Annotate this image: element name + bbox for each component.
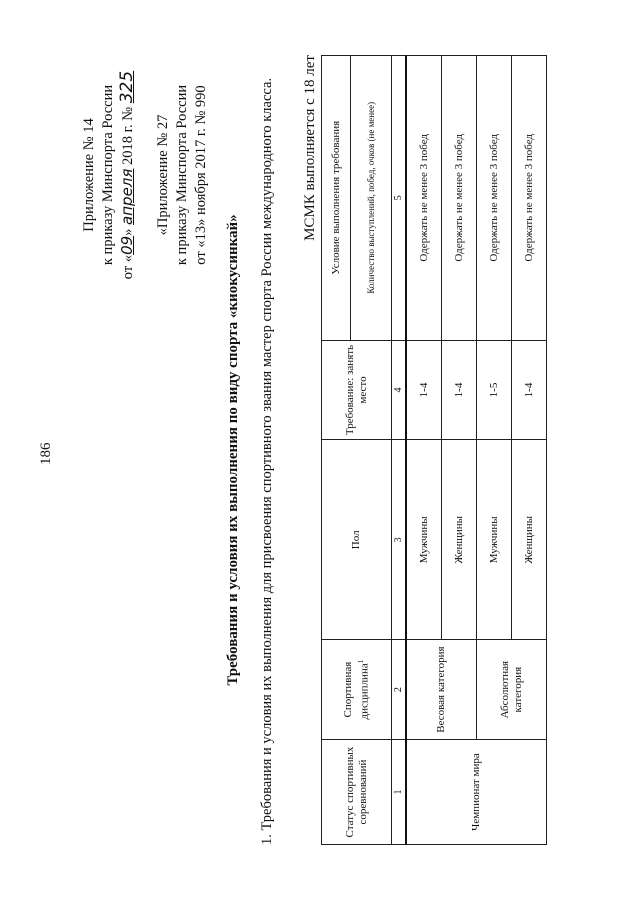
- old-appendix-order: к приказу Минспорта России: [174, 84, 190, 266]
- place-cell: 1-4: [512, 340, 547, 440]
- document-title: Требования и условия их выполнения по виду спорта «киокусинкай»: [225, 214, 241, 686]
- sex-cell: Женщины: [442, 440, 477, 640]
- handwritten-number: 325: [117, 70, 137, 104]
- place-cell: 1-5: [477, 340, 512, 440]
- appendix-date: от «09» апреля 2018 г. № 325: [117, 70, 137, 280]
- intro-paragraph: 1. Требования и условия их выполнения для присвоения спортивного звания мастер спорта России международного класса.: [259, 77, 275, 845]
- condition-cell: Одержать не менее 3 побед: [512, 56, 547, 341]
- condition-cell: Одержать не менее 3 побед: [442, 56, 477, 341]
- place-cell: 1-4: [406, 340, 442, 440]
- discipline-cell: Весовая категория: [406, 640, 477, 740]
- competition-status: Чемпионат мира: [406, 740, 547, 845]
- appendix-block: [80, 10, 211, 340]
- old-appendix-title: «Приложение № 27: [155, 114, 171, 236]
- column-number: 4: [392, 340, 407, 440]
- sex-cell: Женщины: [512, 440, 547, 640]
- table-row: [477, 56, 512, 845]
- handwritten-month: апреля: [118, 168, 136, 225]
- sex-cell: Мужчины: [406, 440, 442, 640]
- column-numbers-row: [392, 56, 407, 845]
- old-appendix-date: от «13» ноября 2017 г. № 990: [193, 85, 209, 265]
- header-place: Требование: занять место: [322, 340, 392, 440]
- page-number: 186: [38, 442, 54, 465]
- discipline-cell: Абсолютная категория: [477, 640, 547, 740]
- condition-cell: Одержать не менее 3 побед: [406, 56, 442, 341]
- header-condition-sub: Количество выступлений, побед, очков (не менее): [351, 56, 392, 341]
- appendix-order: к приказу Минспорта России: [100, 84, 116, 266]
- column-number: 3: [392, 440, 407, 640]
- column-number: 2: [392, 640, 407, 740]
- column-number: 5: [392, 56, 407, 341]
- appendix-title: Приложение № 14: [81, 118, 97, 232]
- header-status: Статус спортивных соревнований: [322, 740, 392, 845]
- handwritten-day: 09: [118, 235, 136, 255]
- table-row: [406, 56, 442, 845]
- age-note: МСМК выполняется с 18 лет: [302, 55, 318, 241]
- header-sex: Пол: [322, 440, 392, 640]
- requirements-table: [321, 55, 547, 845]
- header-discipline: Спортивная дисциплина$^1$: [322, 640, 392, 740]
- sex-cell: Мужчины: [477, 440, 512, 640]
- header-condition: Условие выполнения требования: [322, 56, 351, 341]
- place-cell: 1-4: [442, 340, 477, 440]
- column-number: 1: [392, 740, 407, 845]
- condition-cell: Одержать не менее 3 побед: [477, 56, 512, 341]
